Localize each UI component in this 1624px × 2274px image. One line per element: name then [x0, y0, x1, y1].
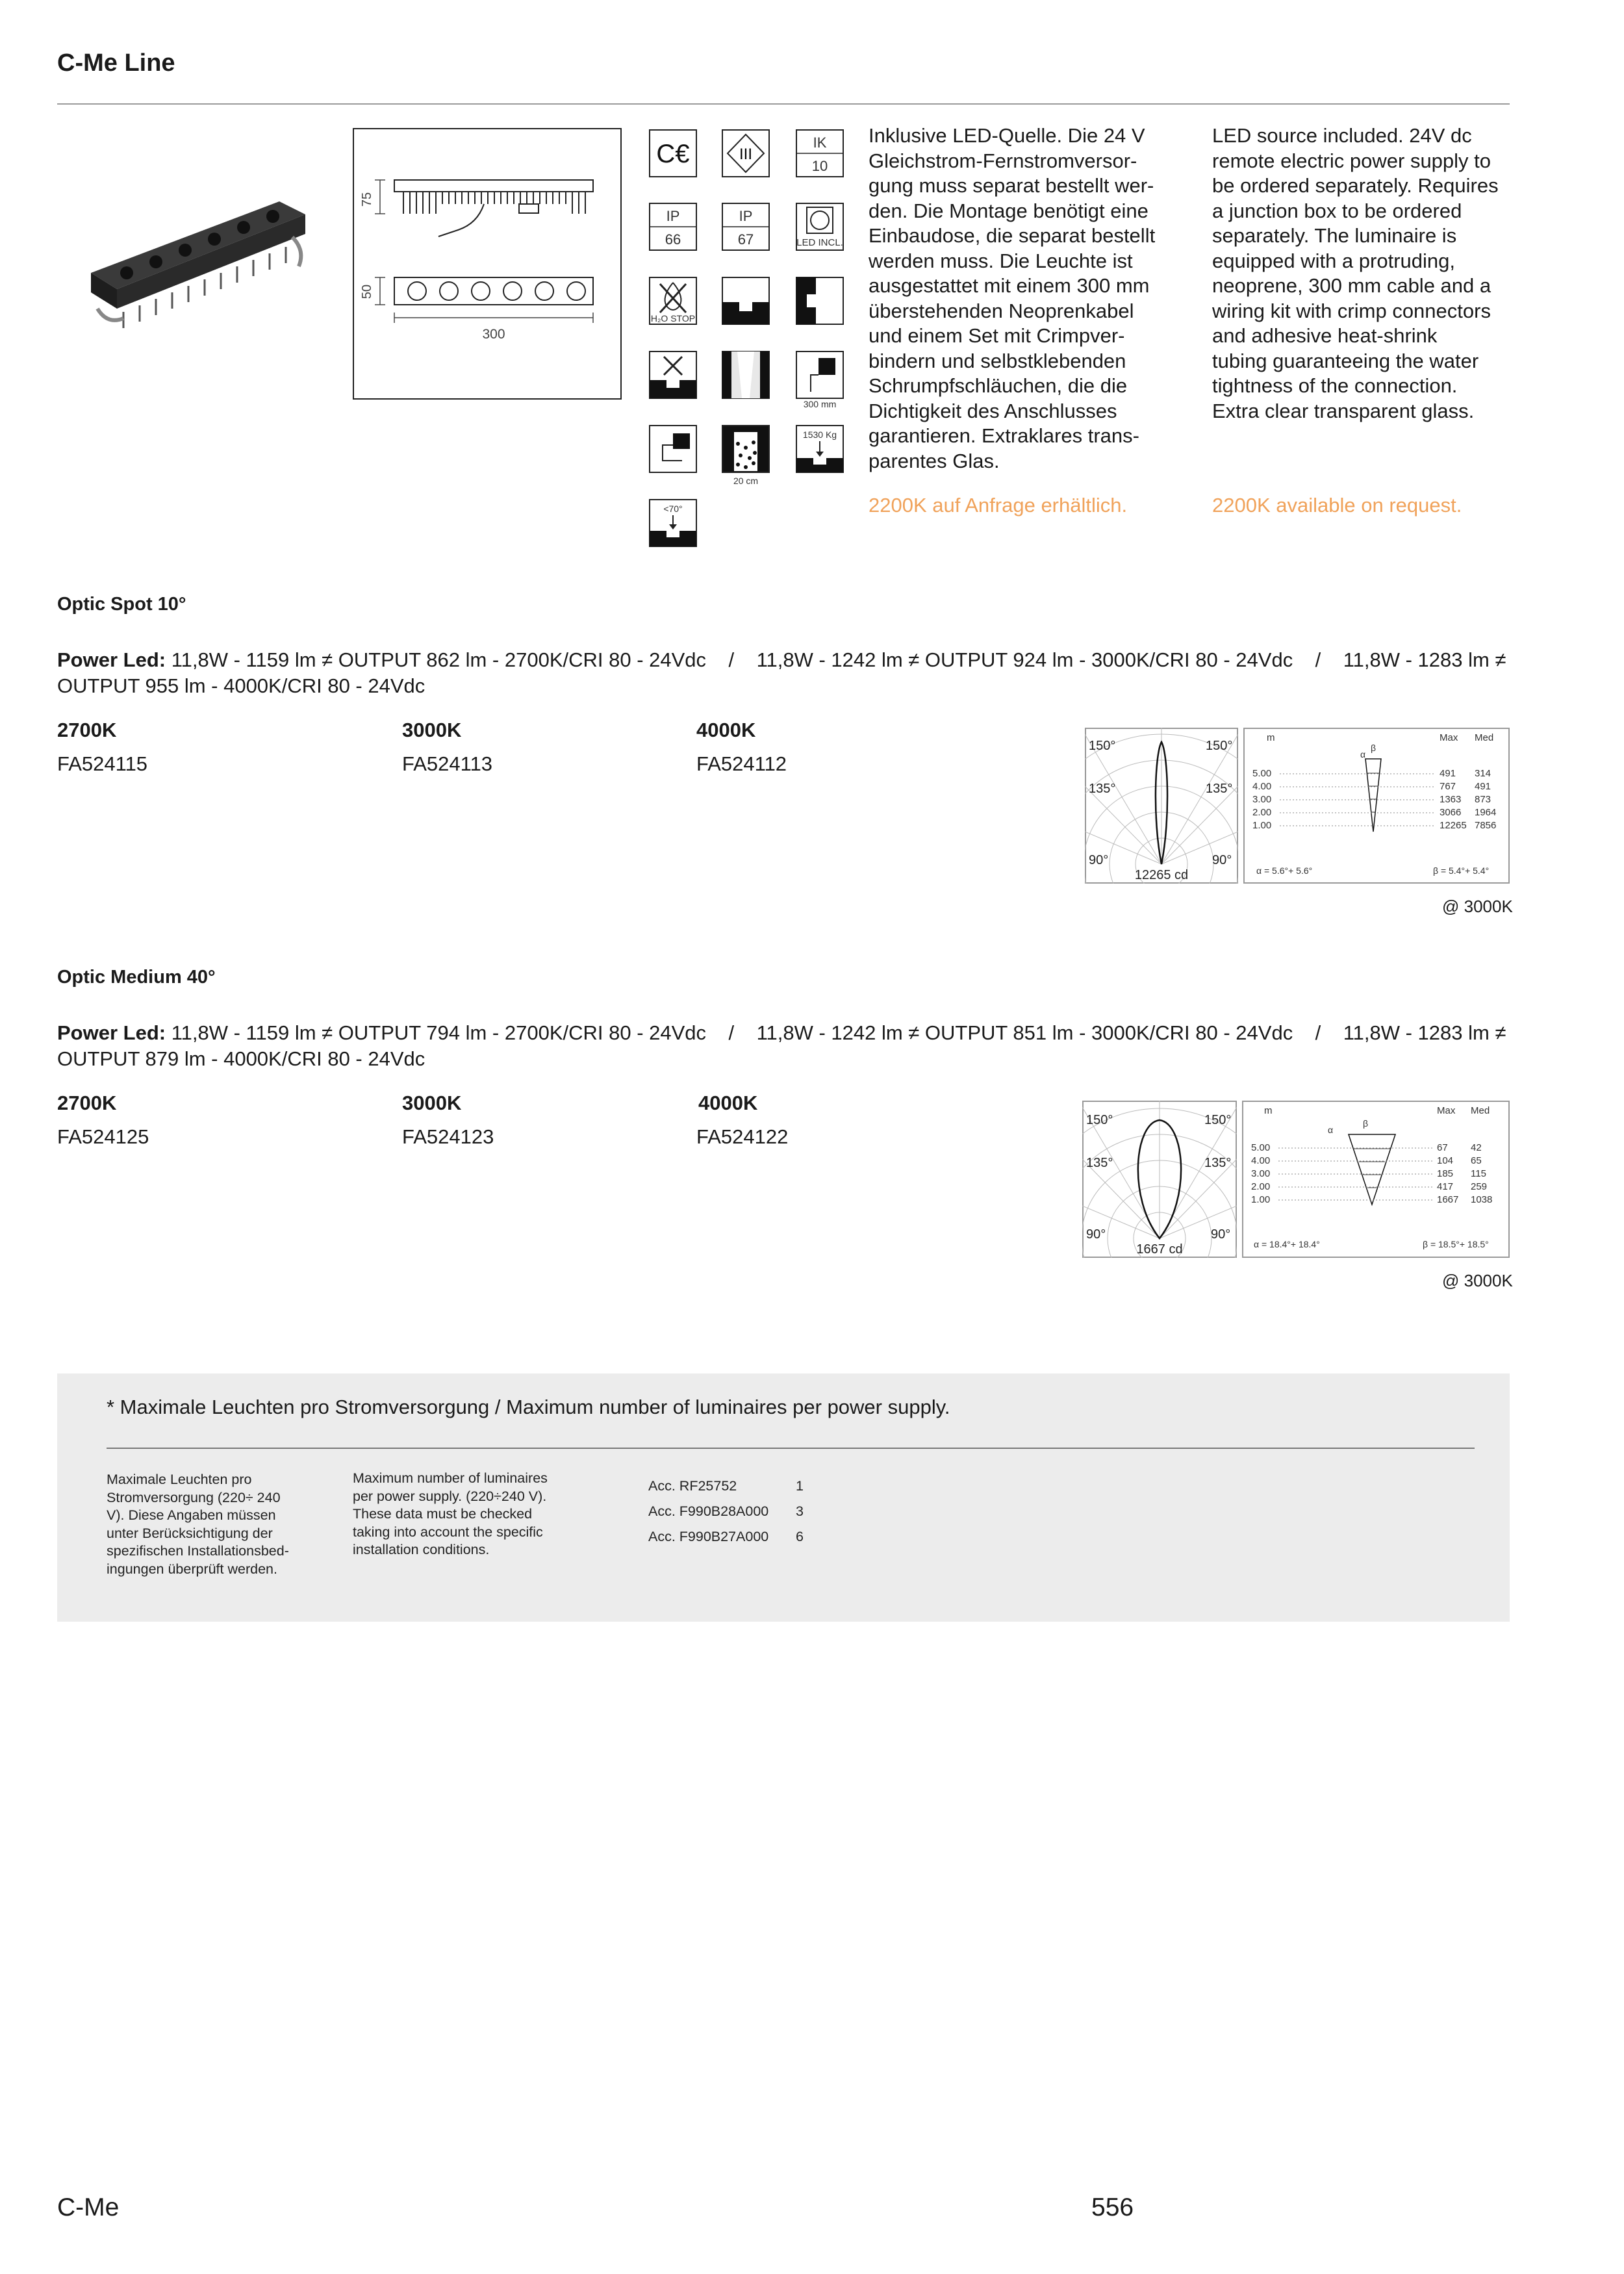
footer-series: C-Me	[57, 2193, 120, 2221]
temp-2700k: 2700K	[57, 719, 117, 741]
svg-text:H₂O STOP: H₂O STOP	[650, 313, 696, 324]
recessed-wall-icon	[796, 277, 843, 324]
svg-text:185: 185	[1437, 1168, 1454, 1179]
svg-text:1667 cd: 1667 cd	[1136, 1242, 1183, 1257]
svg-text:III: III	[739, 146, 753, 163]
svg-text:1667: 1667	[1437, 1194, 1459, 1205]
svg-text:491: 491	[1440, 768, 1456, 779]
svg-text:3066: 3066	[1440, 807, 1462, 818]
svg-text:2.00: 2.00	[1251, 1181, 1271, 1192]
svg-text:135°: 135°	[1204, 1156, 1232, 1170]
dim-length-label: 300	[482, 327, 505, 342]
svg-text:150°: 150°	[1089, 739, 1116, 753]
svg-text:α = 5.6°+ 5.6°: α = 5.6°+ 5.6°	[1256, 865, 1313, 876]
svg-text:314: 314	[1475, 768, 1491, 779]
svg-text:β: β	[1371, 743, 1377, 753]
dim-width-label: 50	[360, 284, 374, 300]
polar-diagram-medium	[1082, 1101, 1237, 1258]
svg-text:IP: IP	[739, 208, 753, 224]
junction-box-icon	[650, 426, 696, 472]
power-supply-note-en: Maximum number of luminaires per power supply. (220÷240 V). These data must be checked taking into account the specific installation conditions.	[353, 1470, 548, 1557]
note-en: 2200K available on request.	[1212, 494, 1462, 517]
accessory-row: Acc. F990B27A000 6	[648, 1529, 804, 1544]
temp-4000k: 4000K	[698, 1092, 758, 1114]
svg-text:1530 Kg: 1530 Kg	[802, 429, 837, 440]
svg-text:90°: 90°	[1212, 853, 1232, 867]
svg-text:12265 cd: 12265 cd	[1134, 868, 1189, 882]
svg-text:5.00: 5.00	[1251, 1142, 1271, 1153]
beam-icon	[722, 351, 769, 398]
svg-text:259: 259	[1471, 1181, 1488, 1192]
svg-text:α: α	[1328, 1125, 1334, 1135]
temp-3000k: 3000K	[402, 1092, 462, 1114]
page-title: C-Me Line	[57, 49, 175, 77]
svg-text:IK: IK	[813, 134, 827, 151]
svg-text:2.00: 2.00	[1252, 807, 1272, 818]
svg-text:104: 104	[1437, 1155, 1454, 1166]
optic-spot-title: Optic Spot 10°	[57, 594, 186, 615]
ik-rating-icon	[796, 130, 843, 177]
svg-text:β: β	[1363, 1118, 1369, 1129]
no-cover-icon	[650, 351, 696, 398]
svg-text:66: 66	[665, 231, 681, 248]
svg-text:135°: 135°	[1086, 1156, 1113, 1170]
svg-text:150°: 150°	[1206, 739, 1233, 753]
svg-text:C€: C€	[656, 140, 690, 168]
dim-height-label: 75	[360, 192, 374, 207]
svg-text:5.00: 5.00	[1252, 768, 1272, 779]
recessed-floor-icon	[722, 277, 769, 324]
class-iii-icon	[722, 130, 769, 177]
temp-4000k: 4000K	[696, 719, 756, 741]
code-fa524122: FA524122	[696, 1125, 789, 1148]
svg-text:LED INCL.: LED INCL.	[796, 237, 843, 248]
svg-text:Max: Max	[1437, 1105, 1456, 1116]
svg-text:α = 18.4°+ 18.4°: α = 18.4°+ 18.4°	[1254, 1239, 1320, 1249]
gravel-install-icon	[722, 426, 769, 486]
page-number: 556	[1091, 2193, 1134, 2221]
svg-text:1363: 1363	[1440, 794, 1462, 805]
polar-diagram-spot	[1085, 728, 1238, 884]
optic-spot-power: Power Led: 11,8W - 1159 lm ≠ OUTPUT 862 lm - 2700K/CRI 80 - 24Vdc / 11,8W - 1242 lm ≠ OUTPUT 924 lm - 3000K/CRI 80 - 24Vdc / 11,8W - 1283 lm ≠ OUTPUT 955 lm - 4000K/CRI 80 - 24Vdc	[57, 648, 1506, 697]
svg-text:10: 10	[811, 158, 828, 174]
note-de: 2200K auf Anfrage erhältlich.	[869, 494, 1128, 517]
ip67-icon	[722, 203, 769, 250]
svg-text:65: 65	[1471, 1155, 1482, 1166]
description-de: Inklusive LED-Quelle. Die 24 V Gleichstrom-Fernstromversor- gung muss separat bestellt wer- den. Die Montage benötigt eine Einbaudose, die separat bestellt werden muss. Die Leuchte ist ausgestattet mit einem 300 mm überstehenden Neoprenkabel und einem Set mit Crimpver- bindern und selbstklebenden Schrumpfschläuchen, die die Dichtigkeit des Anschlusses garantieren. Extraklares trans- parentes Glas.	[869, 124, 1156, 472]
svg-text:4.00: 4.00	[1251, 1155, 1271, 1166]
svg-text:Med: Med	[1475, 732, 1494, 743]
temp-2700k: 2700K	[57, 1092, 117, 1114]
svg-text:m: m	[1267, 732, 1275, 743]
svg-text:1.00: 1.00	[1252, 820, 1272, 831]
at-3000k-spot: @ 3000K	[1442, 897, 1513, 916]
svg-text:767: 767	[1440, 781, 1456, 792]
description-en: LED source included. 24V dc remote electric power supply to be ordered separately. Requires a junction box to be ordered separately. The luminaire is equipped with a protruding, neoprene, 300 mm cable and a wiring kit with crimp connectors and adhesive heat-shrink tubing guaranteeing the water tightness of the connection. Extra clear transparent glass.	[1212, 124, 1499, 422]
tilt-angle-icon	[650, 500, 696, 546]
power-supply-heading: * Maximale Leuchten pro Stromversorgung / Maximum number of luminaires per power supply.	[107, 1396, 950, 1418]
svg-text:α: α	[1360, 749, 1366, 760]
product-image	[78, 175, 325, 370]
svg-text:7856: 7856	[1475, 820, 1497, 831]
svg-text:β = 5.4°+ 5.4°: β = 5.4°+ 5.4°	[1433, 865, 1490, 876]
svg-text:90°: 90°	[1089, 853, 1109, 867]
svg-text:Max: Max	[1440, 732, 1458, 743]
svg-text:12265: 12265	[1440, 820, 1467, 831]
at-3000k-medium: @ 3000K	[1442, 1271, 1513, 1290]
code-fa524125: FA524125	[57, 1125, 149, 1148]
power-supply-divider	[107, 1448, 1475, 1449]
svg-text:3.00: 3.00	[1252, 794, 1272, 805]
svg-text:150°: 150°	[1086, 1113, 1113, 1127]
header-divider	[57, 103, 1510, 105]
beam-table-medium	[1242, 1101, 1510, 1258]
svg-text:417: 417	[1437, 1181, 1454, 1192]
svg-text:300 mm: 300 mm	[803, 399, 837, 409]
svg-text:67: 67	[1437, 1142, 1448, 1153]
svg-text:90°: 90°	[1086, 1227, 1106, 1242]
svg-text:67: 67	[737, 231, 754, 248]
load-capacity-icon	[796, 426, 843, 472]
svg-text:90°: 90°	[1211, 1227, 1231, 1242]
accessory-row: Acc. F990B28A000 3	[648, 1503, 804, 1519]
ip66-icon	[650, 203, 696, 250]
svg-text:135°: 135°	[1089, 782, 1116, 796]
code-fa524113: FA524113	[402, 752, 493, 775]
accessory-row: Acc. RF25752 1	[648, 1478, 804, 1494]
ce-icon	[650, 130, 696, 177]
technical-drawing	[353, 128, 622, 400]
svg-text:873: 873	[1475, 794, 1491, 805]
svg-text:491: 491	[1475, 781, 1491, 792]
svg-text:115: 115	[1471, 1168, 1486, 1179]
svg-text:β = 18.5°+ 18.5°: β = 18.5°+ 18.5°	[1423, 1239, 1489, 1249]
code-fa524115: FA524115	[57, 752, 148, 775]
h2o-stop-icon	[650, 277, 696, 324]
svg-text:3.00: 3.00	[1251, 1168, 1271, 1179]
svg-text:1964: 1964	[1475, 807, 1497, 818]
svg-text:150°: 150°	[1204, 1113, 1232, 1127]
power-supply-note-de: Maximale Leuchten pro Stromversorgung (220÷ 240 V). Diese Angaben müssen unter Berücksichtigung der spezifischen Installationsbed- ingungen überprüft werden.	[107, 1472, 289, 1577]
svg-text:<70°: <70°	[663, 504, 683, 514]
code-fa524112: FA524112	[696, 752, 787, 775]
svg-text:20 cm: 20 cm	[733, 476, 759, 486]
svg-text:1038: 1038	[1471, 1194, 1493, 1205]
accessory-list	[648, 1474, 804, 1550]
optic-medium-power: Power Led: 11,8W - 1159 lm ≠ OUTPUT 794 lm - 2700K/CRI 80 - 24Vdc / 11,8W - 1242 lm ≠ OUTPUT 851 lm - 3000K/CRI 80 - 24Vdc / 11,8W - 1283 lm ≠ OUTPUT 879 lm - 4000K/CRI 80 - 24Vdc	[57, 1021, 1506, 1070]
svg-text:IP: IP	[666, 208, 680, 224]
svg-text:42: 42	[1471, 1142, 1482, 1153]
certification-icons	[643, 127, 864, 556]
svg-text:Med: Med	[1471, 1105, 1490, 1116]
cable-length-icon	[796, 351, 843, 409]
code-fa524123: FA524123	[402, 1125, 494, 1148]
beam-table-spot	[1243, 728, 1510, 884]
svg-text:1.00: 1.00	[1251, 1194, 1271, 1205]
temp-3000k: 3000K	[402, 719, 462, 741]
svg-text:135°: 135°	[1206, 782, 1233, 796]
svg-text:m: m	[1264, 1105, 1273, 1116]
svg-text:4.00: 4.00	[1252, 781, 1272, 792]
optic-medium-title: Optic Medium 40°	[57, 967, 216, 988]
led-included-icon	[796, 203, 843, 250]
